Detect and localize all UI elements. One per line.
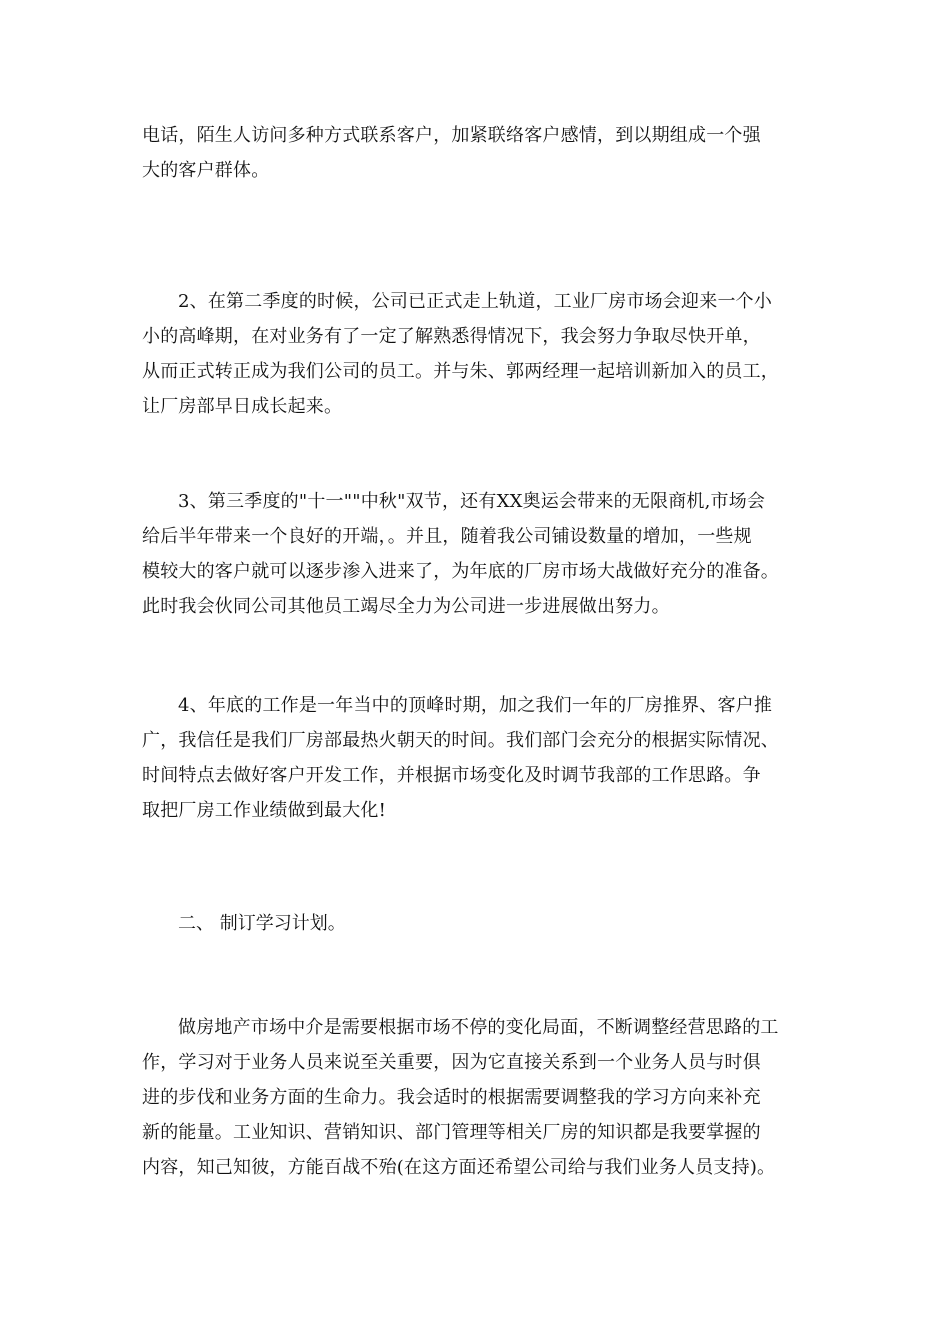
- paragraph-line: 从而正式转正成为我们公司的员工。并与朱、郭两经理一起培训新加入的员工，: [142, 361, 779, 382]
- paragraph-line: 小的高峰期，在对业务有了一定了解熟悉得情况下，我会努力争取尽快开单，: [142, 326, 761, 347]
- paragraph-line: 模较大的客户就可以逐步渗入进来了，为年底的厂房市场大战做好充分的准备。: [142, 561, 779, 582]
- paragraph-5: [142, 1010, 812, 1185]
- paragraph-line: 电话，陌生人访问多种方式联系客户，加紧联络客户感情，到以期组成一个强: [142, 125, 761, 146]
- paragraph-line: 给后半年带来一个良好的开端，。并且，随着我公司铺设数量的增加，一些规: [142, 526, 752, 547]
- paragraph-line: 内容，知己知彼，方能百战不殆(在这方面还希望公司给与我们业务人员支持)。: [142, 1157, 776, 1178]
- paragraph-line: 广，我信任是我们厂房部最热火朝天的时间。我们部门会充分的根据实际情况、: [142, 730, 779, 751]
- paragraph-line: 时间特点去做好客户开发工作，并根据市场变化及时调节我部的工作思路。争: [142, 765, 761, 786]
- paragraph-3: [142, 484, 812, 624]
- paragraph-line: 大的客户群体。: [142, 160, 270, 181]
- paragraph-line: 做房地产市场中介是需要根据市场不停的变化局面，不断调整经营思路的工: [178, 1017, 779, 1038]
- paragraph-line: 4、年底的工作是一年当中的顶峰时期，加之我们一年的厂房推界、客户推: [178, 695, 773, 716]
- paragraph-line: 让厂房部早日成长起来。: [142, 396, 343, 417]
- paragraph-line: 新的能量。工业知识、营销知识、部门管理等相关厂房的知识都是我要掌握的: [142, 1122, 761, 1143]
- section-heading: 二、 制订学习计划。: [178, 913, 346, 934]
- paragraph-line: 作，学习对于业务人员来说至关重要，因为它直接关系到一个业务人员与时俱: [142, 1052, 761, 1073]
- paragraph-line: 进的步伐和业务方面的生命力。我会适时的根据需要调整我的学习方向来补充: [142, 1087, 761, 1108]
- paragraph-line: 2、在第二季度的时候，公司已正式走上轨道，工业厂房市场会迎来一个小: [178, 291, 773, 312]
- paragraph-1: [142, 118, 812, 188]
- paragraph-line: 取把厂房工作业绩做到最大化!: [142, 800, 387, 821]
- paragraph-2: [142, 284, 812, 424]
- paragraph-4: [142, 688, 812, 828]
- paragraph-line: 3、第三季度的"十一""中秋"双节，还有XX奥运会带来的无限商机,市场会: [178, 491, 766, 512]
- paragraph-line: 此时我会伙同公司其他员工竭尽全力为公司进一步进展做出努力。: [142, 596, 670, 617]
